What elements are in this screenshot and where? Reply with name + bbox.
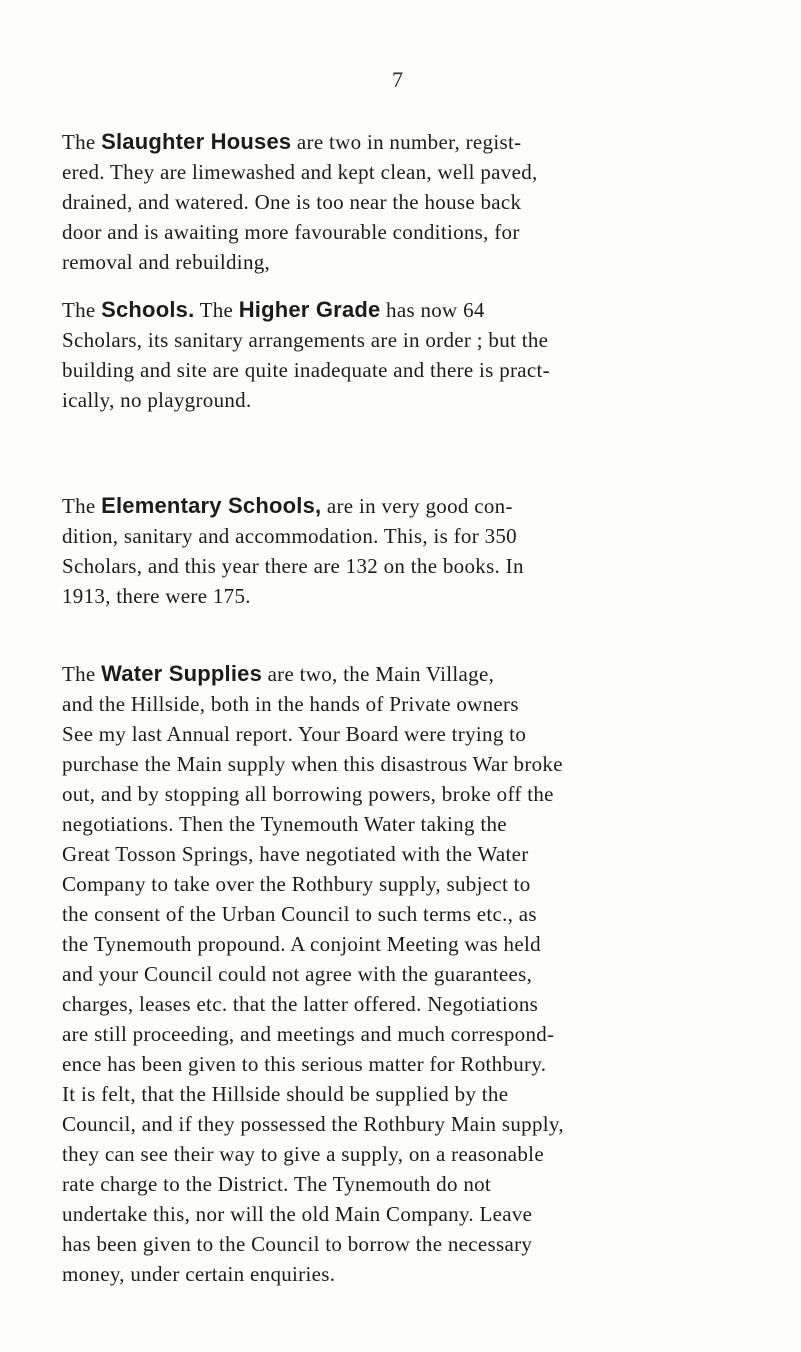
text-line: Company to take over the Rothbury supply, subject to (62, 872, 531, 896)
section-heading: Elementary Schools, (101, 493, 322, 518)
text-line: the Tynemouth propound. A conjoint Meeting was held (62, 932, 541, 956)
text-line: Scholars, its sanitary arrangements are in order ; but the (62, 328, 549, 352)
text-line: Scholars, and this year there are 132 on the books. In (62, 554, 524, 578)
text-line (62, 659, 752, 689)
text-line: ence has been given to this serious matter for Rothbury. (62, 1052, 547, 1076)
text-run: are two, the Main Village, (262, 662, 495, 686)
section-subheading: Higher Grade (238, 297, 381, 322)
text-line: ically, no playground. (62, 388, 252, 412)
paragraph-slaughter-houses (62, 127, 752, 277)
text-line: and your Council could not agree with the guarantees, (62, 962, 533, 986)
text-run: are two in number, regist- (291, 130, 522, 154)
text-line: purchase the Main supply when this disastrous War broke (62, 752, 563, 776)
text-line: door and is awaiting more favourable conditions, for (62, 220, 520, 244)
text-line: has been given to the Council to borrow the necessary (62, 1232, 533, 1256)
text-run: The (62, 130, 102, 154)
section-heading: Slaughter Houses (101, 129, 292, 154)
page-number: 7 (392, 67, 403, 92)
text-line: rate charge to the District. The Tynemouth do not (62, 1172, 492, 1196)
text-line: money, under certain enquiries. (62, 1262, 336, 1286)
paragraph-schools (62, 295, 752, 415)
text-line: negotiations. Then the Tynemouth Water taking the (62, 812, 507, 836)
text-line: out, and by stopping all borrowing powers, broke off the (62, 782, 554, 806)
text-run: The (62, 494, 102, 518)
text-line: drained, and watered. One is too near the house back (62, 190, 522, 214)
text-run: The (194, 298, 239, 322)
text-run: has now 64 (380, 298, 485, 322)
text-run: The (62, 662, 102, 686)
text-line: 1913, there were 175. (62, 584, 251, 608)
text-line: Council, and if they possessed the Rothbury Main supply, (62, 1112, 564, 1136)
text-line (62, 127, 752, 157)
text-line: the consent of the Urban Council to such terms etc., as (62, 902, 537, 926)
paragraph-water-supplies (62, 659, 752, 1289)
text-run: The (62, 298, 102, 322)
text-line: It is felt, that the Hillside should be supplied by the (62, 1082, 509, 1106)
text-line: and the Hillside, both in the hands of Private owners (62, 692, 519, 716)
text-line: they can see their way to give a supply, on a reasonable (62, 1142, 544, 1166)
text-line: Great Tosson Springs, have negotiated with the Water (62, 842, 529, 866)
section-heading: Schools. (101, 297, 195, 322)
text-run: are in very good con- (321, 494, 513, 518)
text-line: dition, sanitary and accommodation. This, is for 350 (62, 524, 517, 548)
text-line (62, 491, 752, 521)
text-line: charges, leases etc. that the latter offered. Negotiations (62, 992, 539, 1016)
text-line (62, 295, 752, 325)
text-line: building and site are quite inadequate and there is pract- (62, 358, 550, 382)
text-line: are still proceeding, and meetings and much correspond- (62, 1022, 555, 1046)
text-line: undertake this, nor will the old Main Company. Leave (62, 1202, 533, 1226)
text-line: See my last Annual report. Your Board were trying to (62, 722, 527, 746)
paragraph-elementary-schools (62, 491, 752, 611)
text-line: removal and rebuilding, (62, 250, 271, 274)
section-heading: Water Supplies (101, 661, 263, 686)
text-line: ered. They are limewashed and kept clean, well paved, (62, 160, 538, 184)
